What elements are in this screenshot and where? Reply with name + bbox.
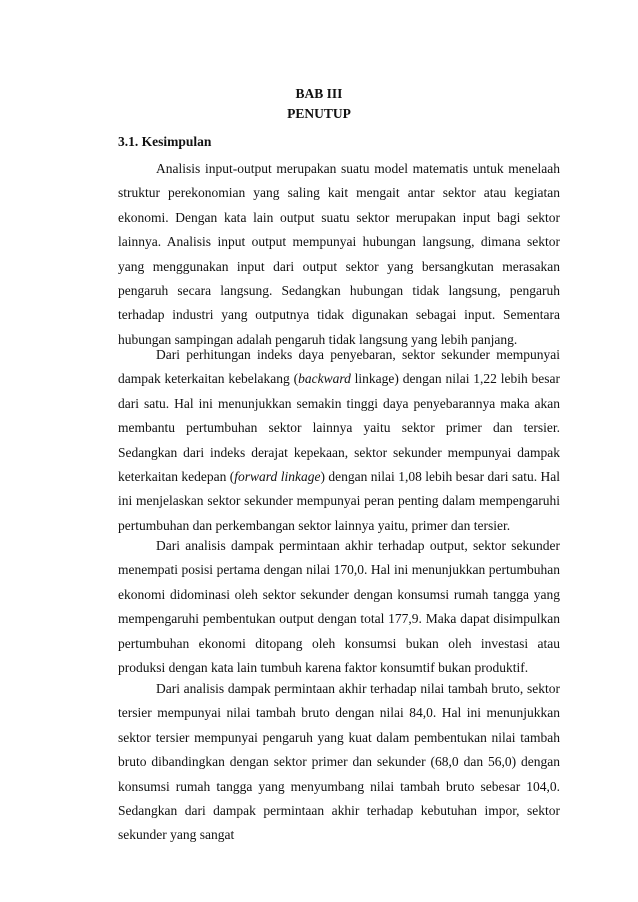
paragraph-3: Dari analisis dampak permintaan akhir terhadap output, sektor sekunder menempati posisi pertama dengan nilai 170,0. Hal ini menunjukkan pertumbuhan ekonomi didominasi oleh sektor sekunder dengan konsumsi rumah tangga yang mempengaruhi pembentukan output dengan total 177,9. Maka dapat disimpulkan pertumbuhan ekonomi ditopang oleh konsumsi bukan oleh investasi atau produksi dengan kata lain tumbuh karena faktor konsumtif bukan produktif. xyxy=(118,538,560,676)
paragraph-4: Dari analisis dampak permintaan akhir terhadap nilai tambah bruto, sektor tersier mempunyai nilai tambah bruto dengan nilai 84,0. Hal ini menunjukkan sektor tersier mempunyai pengaruh yang kuat dalam pembentukan nilai tambah bruto dibandingkan dengan sektor primer dan sekunder (68,0 dan 56,0) dengan konsumsi rumah tangga yang menyumbang nilai tambah bruto sebesar 104,0. Sedangkan dari dampak permintaan akhir terhadap kebutuhan impor, sektor sekunder yang sangat xyxy=(118,681,560,843)
paragraph-2-text-a: Dari perhitungan indeks daya penyebaran, sektor sekunder mempunyai dampak keterkaitan kebelakang ( xyxy=(118,347,560,387)
paragraph-2-text-e: ) dengan nilai 1,08 lebih besar dari satu. Hal ini menjelaskan sektor sekunder mempunyai peran penting dalam mempengaruhi pertumbuhan dan perkembangan sektor lainnya yaitu, primer dan tersier. xyxy=(118,469,560,533)
chapter-label: BAB III xyxy=(295,86,343,101)
paragraph-1: Analisis input-output merupakan suatu model matematis untuk menelaah struktur perekonomian yang saling kait mengait antar sektor atau kegiatan ekonomi. Dengan kata lain output suatu sektor merupakan input bagi sektor lainnya. Analisis input output mempunyai hubungan langsung, dimana sektor yang menggunakan input dari output sektor yang bersangkutan merasakan pengaruh secara langsung. Sedangkan hubungan tidak langsung, pengaruh terhadap industri yang outputnya tidak digunakan sebagai input. Sementara hubungan sampingan adalah pengaruh tidak langsung yang lebih panjang. xyxy=(118,161,560,347)
paragraph-2 xyxy=(118,343,560,538)
paragraph-2-text-c: linkage) dengan nilai 1,22 lebih besar dari satu. Hal ini menunjukkan semakin tinggi daya penyebarannya maka akan membantu pertumbuhan sektor lainnya yaitu sektor primer dan tersier. Sedangkan dari indeks derajat kepekaan, sektor sekunder mempunyai dampak keterkaitan kedepan ( xyxy=(118,371,560,485)
paragraph-2-term-forward-linkage: forward linkage xyxy=(234,469,321,485)
chapter-title: PENUTUP xyxy=(287,106,351,121)
section-heading: 3.1. Kesimpulan xyxy=(118,134,212,149)
paragraph-2-term-backward: backward xyxy=(298,371,351,387)
